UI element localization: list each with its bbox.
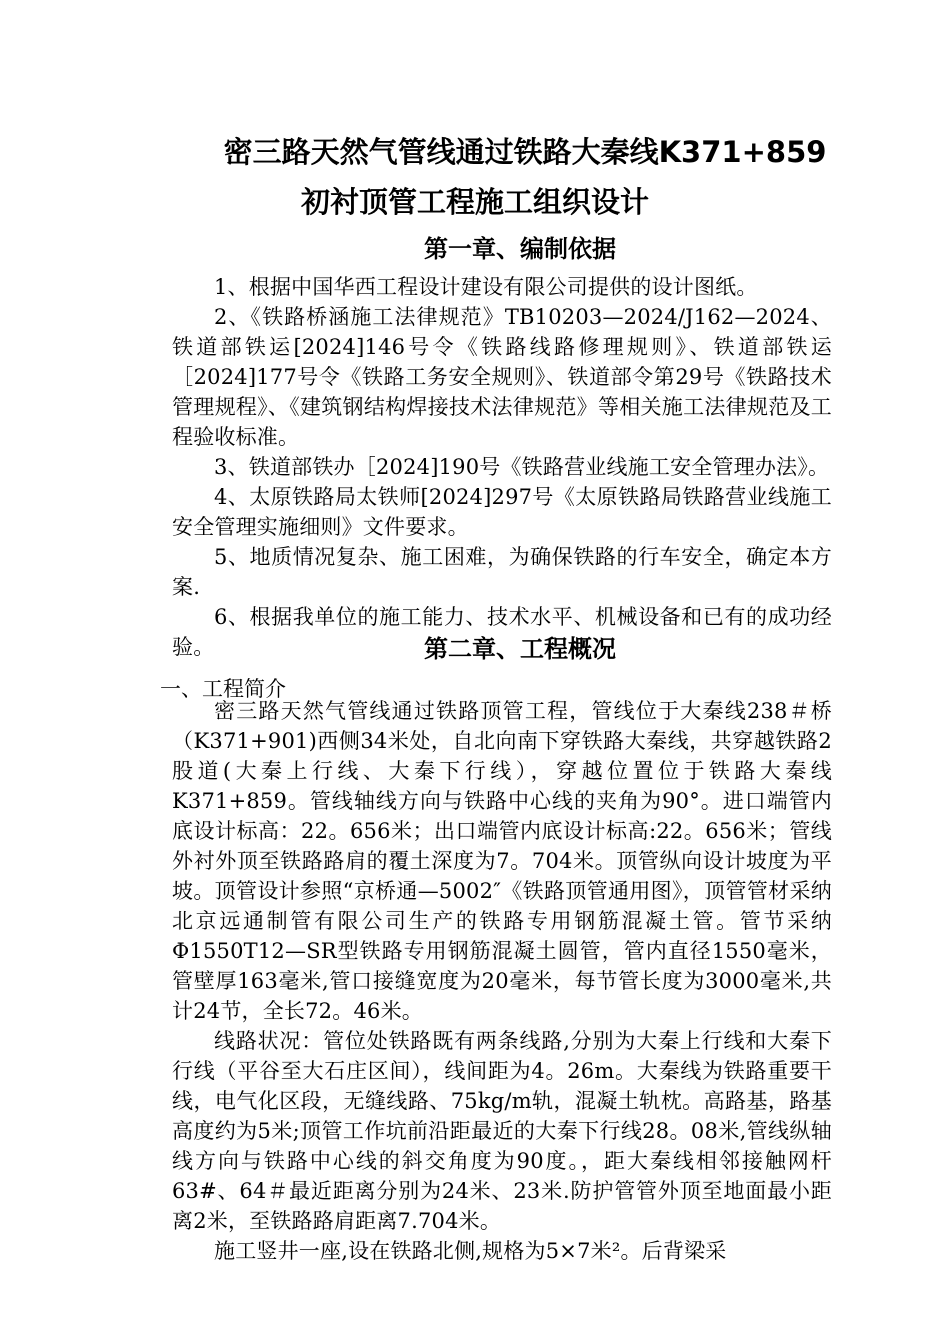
chapter1-paragraph-1: 1、根据中国华西工程设计建设有限公司提供的设计图纸。	[214, 275, 758, 299]
chapter1-heading: 第一章、编制依据	[424, 235, 616, 263]
chapter1-paragraph-3: 3、铁道部铁办［2024]190号《铁路营业线施工安全管理办法》。	[214, 455, 830, 479]
section-heading-project-intro: 一、工程简介	[160, 677, 286, 701]
chapter1-paragraph-2: 2、《铁路桥涵施工法律规范》TB10203—2024/J162—2024、铁道部铁运[2024]146号令《铁路线路修理规则》、铁道部铁运［2024]177号令《铁路工务安全规则》、铁道部令第29号《铁路技术管理规程》、《建筑钢结构焊接技术法律规范》等相关施工法律规范及工程验收标准。	[172, 305, 832, 449]
chapter2-body	[172, 696, 832, 1266]
document-title-line1: 密三路天然气管线通过铁路大秦线K371+859	[223, 135, 827, 169]
chapter1-paragraph-6: 6、根据我单位的施工能力、技术水平、机械设备和已有的成功经验。	[172, 605, 832, 659]
chapter1-body	[172, 272, 832, 662]
chapter2-paragraph-2: 线路状况：管位处铁路既有两条线路,分别为大秦上行线和大秦下行线（平谷至大石庄区间），线间距为4。26m。大秦线为铁路重要干线，电气化区段，无缝线路、75kg/m轨，混凝土轨枕。高路基，路基高度约为5米;顶管工作坑前沿距最近的大秦下行线28。08米,管线纵轴线方向与铁路中心线的斜交角度为90度。，距大秦线相邻接触网杆63#、64＃最近距离分别为24米、23米.防护管管外顶至地面最小距离2米，至铁路路肩距离7.704米。	[172, 1029, 832, 1233]
chapter2-paragraph-3: 施工竖井一座,设在铁路北侧,规格为5×7米²。后背梁采	[214, 1239, 727, 1263]
chapter1-paragraph-4: 4、太原铁路局太铁师[2024]297号《太原铁路局铁路营业线施工安全管理实施细则》文件要求。	[172, 485, 832, 539]
document-title-line2: 初衬顶管工程施工组织设计	[300, 185, 649, 219]
chapter2-paragraph-1: 密三路天然气管线通过铁路顶管工程，管线位于大秦线238＃桥（K371+901)西侧34米处，自北向南下穿铁路大秦线，共穿越铁路2股道(大秦上行线、大秦下行线），穿越位置位于铁路大秦线K371+859。管线轴线方向与铁路中心线的夹角为90°。进口端管内底设计标高：22。656米；出口端管内底设计标高:22。656米；管线外衬外顶至铁路路肩的覆土深度为7。704米。顶管纵向设计坡度为平坡。顶管设计参照“京桥通—5002″《铁路顶管通用图》，顶管管材采纳北京远通制管有限公司生产的铁路专用钢筋混凝土管。管节采纳Φ1550T12—SR型铁路专用钢筋混凝土圆管，管内直径1550毫米，管壁厚163毫米,管口接缝宽度为20毫米，每节管长度为3000毫米,共计24节，全长72。46米。	[172, 699, 832, 1023]
chapter1-paragraph-5: 5、地质情况复杂、施工困难，为确保铁路的行车安全，确定本方案.	[172, 545, 832, 599]
chapter2-heading: 第二章、工程概况	[424, 635, 616, 663]
